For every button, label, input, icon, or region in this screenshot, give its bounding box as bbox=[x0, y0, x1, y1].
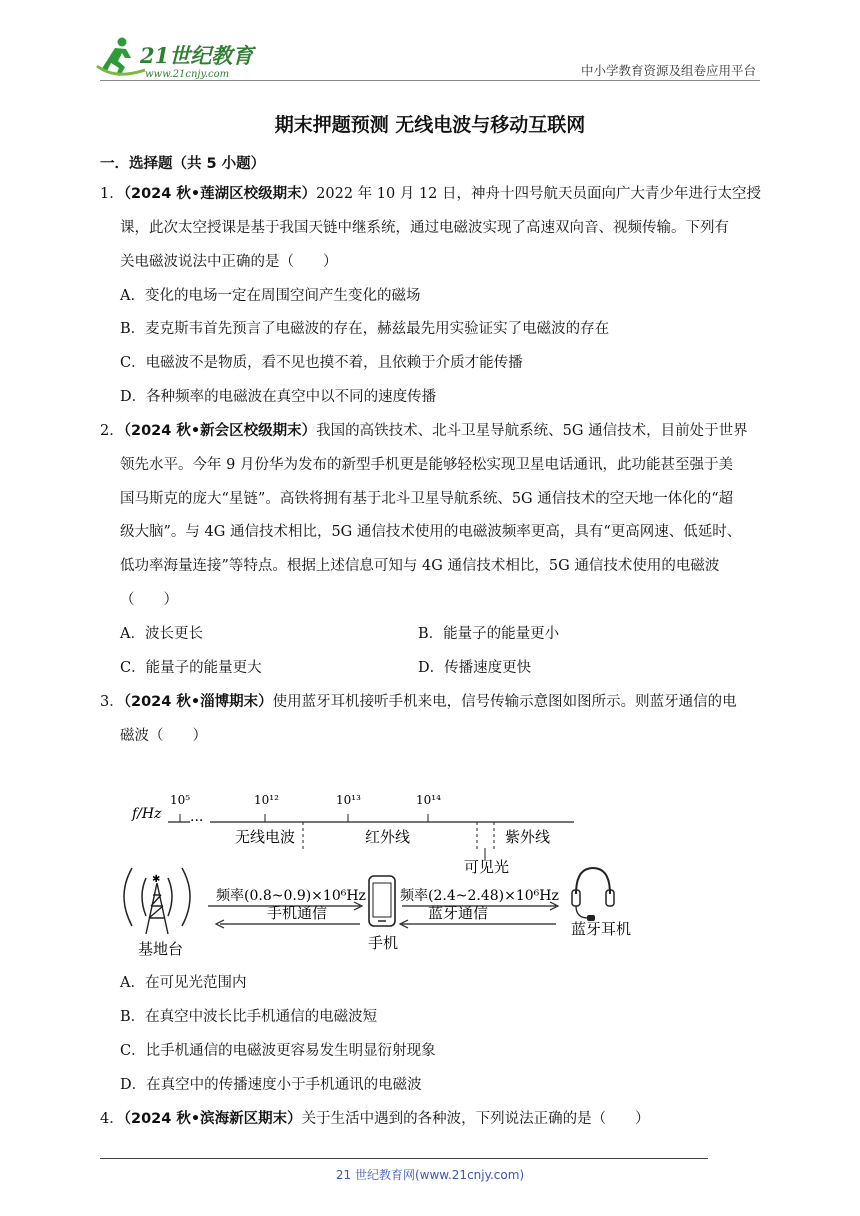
question-source: （2024 秋•新会区校级期末） bbox=[123, 423, 317, 439]
question-text: 2022 年 10 月 12 日，神舟十四号航天员面向广大青少年进行太空授 bbox=[316, 186, 762, 202]
question-number: 1． bbox=[100, 186, 124, 202]
logo-text: 21世纪教育 bbox=[140, 43, 254, 68]
footer-divider bbox=[100, 1158, 708, 1159]
tick-label: 10¹⁴ bbox=[416, 793, 441, 807]
question-1-line-2: 课，此次太空授课是基于我国天链中继系统，通过电磁波实现了高速双向音、视频传输。下列有 bbox=[120, 220, 729, 236]
label-bluetooth-comm: 蓝牙通信 bbox=[428, 904, 489, 922]
page-title: 期末押题预测 无线电波与移动互联网 bbox=[274, 114, 586, 136]
question-text: 我国的高铁技术、北斗卫星导航系统、5G 通信技术，目前处于世界 bbox=[316, 423, 748, 439]
q3-option-a: A．在可见光范围内 bbox=[120, 975, 247, 991]
question-2-line-1 bbox=[100, 421, 748, 441]
q2-option-b: B．能量子的能量更小 bbox=[418, 626, 560, 642]
question-4-line-1 bbox=[100, 1109, 650, 1129]
site-logo bbox=[95, 36, 265, 82]
freq-bluetooth: 频率(2.4~2.48)×10⁶Hz bbox=[400, 888, 559, 904]
label-phone: 手机 bbox=[368, 934, 399, 952]
q3-option-b: B．在真空中波长比手机通信的电磁波短 bbox=[120, 1009, 378, 1025]
band-visible: 可见光 bbox=[464, 858, 510, 876]
question-2-line-6: （ ） bbox=[120, 592, 178, 608]
band-infrared: 红外线 bbox=[365, 828, 411, 846]
q2-option-d: D．传播速度更快 bbox=[418, 660, 532, 676]
tick-label: 10¹² bbox=[254, 793, 279, 807]
question-3-line-2: 磁波（ ） bbox=[120, 728, 207, 744]
question-2-line-2: 领先水平。今年 9 月份华为发布的新型手机更是能够轻松实现卫星电话通讯，此功能甚至强于美 bbox=[120, 457, 733, 473]
q2-option-c: C．能量子的能量更大 bbox=[120, 660, 262, 676]
label-phone-comm: 手机通信 bbox=[267, 904, 328, 922]
mobile-phone-icon bbox=[369, 876, 395, 926]
q1-option-c: C．电磁波不是物质，看不见也摸不着，且依赖于介质才能传播 bbox=[120, 355, 523, 371]
question-number: 2． bbox=[100, 423, 124, 439]
question-1-line-1 bbox=[100, 184, 761, 204]
header-divider bbox=[100, 80, 760, 81]
platform-name: 中小学教育资源及组卷应用平台 bbox=[580, 63, 756, 78]
q2-option-a: A．波长更长 bbox=[120, 626, 203, 642]
question-1-line-3: 关电磁波说法中正确的是（ ） bbox=[120, 254, 338, 270]
question-source: （2024 秋•莲湖区校级期末） bbox=[123, 186, 317, 202]
label-base-station: 基地台 bbox=[138, 940, 184, 958]
radio-tower-icon bbox=[124, 868, 190, 934]
headset-icon bbox=[572, 868, 614, 921]
question-3-line-1 bbox=[100, 692, 737, 712]
section-heading: 一．选择题（共 5 小题） bbox=[100, 156, 266, 172]
q1-option-b: B．麦克斯韦首先预言了电磁波的存在，赫兹最先用实验证实了电磁波的存在 bbox=[120, 321, 610, 337]
question-number: 3． bbox=[100, 694, 124, 710]
band-radio: 无线电波 bbox=[235, 828, 296, 846]
question-number: 4． bbox=[100, 1111, 124, 1127]
question-2-line-4: 级大脑”。与 4G 通信技术相比，5G 通信技术使用的电磁波频率更高，具有“更高网速、低延时、 bbox=[120, 524, 742, 540]
logo-url: www.21cnjy.com bbox=[145, 69, 230, 80]
tick-label: 10⁵ bbox=[170, 793, 191, 807]
svg-text:✱: ✱ bbox=[152, 874, 161, 885]
question-2-line-5: 低功率海量连接”等特点。根据上述信息可知与 4G 通信技术相比，5G 通信技术使用的电磁波 bbox=[120, 558, 720, 574]
question-text: 使用蓝牙耳机接听手机来电，信号传输示意图如图所示。则蓝牙通信的电 bbox=[272, 694, 737, 710]
running-man-icon bbox=[97, 38, 145, 77]
signal-transmission-figure bbox=[110, 778, 650, 960]
axis-dots: ··· bbox=[190, 813, 204, 829]
question-2-line-3: 国马斯克的庞大“星链”。高铁将拥有基于北斗卫星导航系统、5G 通信技术的空天地一体化的“超 bbox=[120, 491, 734, 507]
question-source: （2024 秋•淄博期末） bbox=[123, 694, 273, 710]
freq-phone: 频率(0.8~0.9)×10⁶Hz bbox=[216, 888, 366, 904]
q3-option-c: C．比手机通信的电磁波更容易发生明显衍射现象 bbox=[120, 1043, 436, 1059]
q1-option-a: A．变化的电场一定在周围空间产生变化的磁场 bbox=[120, 288, 421, 304]
question-source: （2024 秋•滨海新区期末） bbox=[123, 1111, 302, 1127]
band-ultraviolet: 紫外线 bbox=[505, 828, 551, 846]
q1-option-d: D．各种频率的电磁波在真空中以不同的速度传播 bbox=[120, 389, 437, 405]
q3-option-d: D．在真空中的传播速度小于手机通讯的电磁波 bbox=[120, 1077, 422, 1093]
label-headset: 蓝牙耳机 bbox=[571, 920, 632, 938]
tick-label: 10¹³ bbox=[336, 793, 361, 807]
footer-link[interactable]: 21 世纪教育网(www.21cnjy.com) bbox=[335, 1168, 525, 1182]
question-text: 关于生活中遇到的各种波，下列说法正确的是（ ） bbox=[301, 1111, 650, 1127]
axis-label: f/Hz bbox=[132, 806, 162, 822]
